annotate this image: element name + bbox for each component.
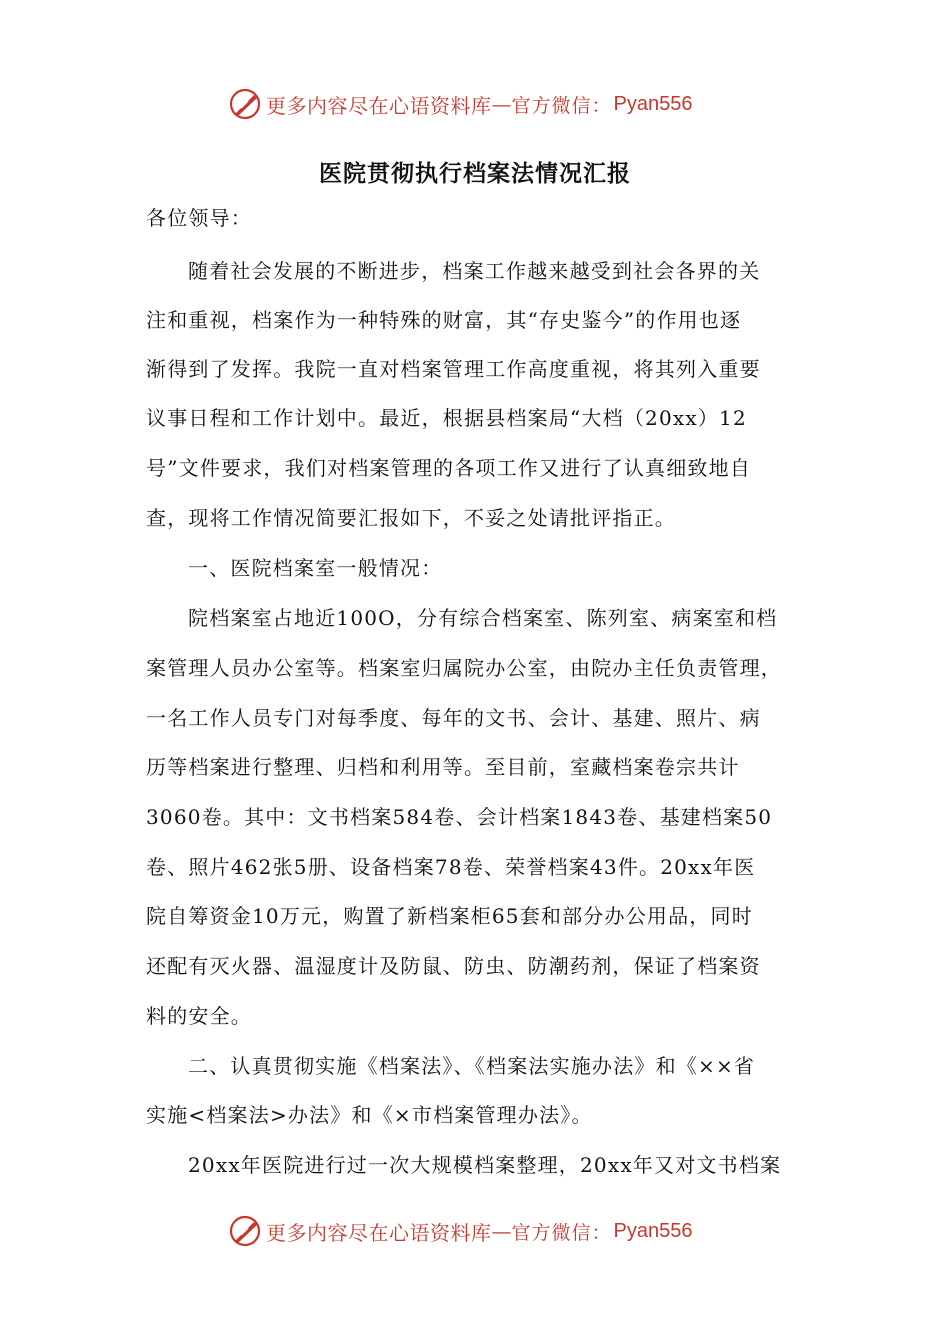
body-line: 还配有灭火器、温湿度计及防鼠、防虫、防潮药剂，保证了档案资 bbox=[146, 954, 761, 978]
banner-separator: — bbox=[491, 1219, 512, 1243]
document-title: 医院贯彻执行档案法情况汇报 bbox=[319, 161, 631, 187]
banner-wechat-label: 官方微信： bbox=[511, 1221, 612, 1244]
body-line: 实施<档案法>办法》和《×市档案管理办法》。 bbox=[146, 1103, 593, 1127]
section-heading: 一、医院档案室一般情况： bbox=[188, 556, 443, 580]
salutation: 各位领导： bbox=[146, 206, 252, 230]
body-line: 院档案室占地近100O，分有综合档案室、陈列室、病案室和档 bbox=[188, 606, 778, 630]
header-banner bbox=[228, 84, 692, 124]
body-line: 20xx年医院进行过一次大规模档案整理，20xx年又对文书档案 bbox=[188, 1153, 782, 1177]
section-heading: 二、认真贯彻实施《档案法》、《档案法实施办法》和《××省 bbox=[188, 1054, 756, 1078]
body-line: 案管理人员办公室等。档案室归属院办公室，由院办主任负责管理， bbox=[146, 656, 782, 680]
body-line: 查，现将工作情况简要汇报如下，不妥之处请批评指正。 bbox=[146, 506, 676, 530]
body-line: 3060卷。其中：文书档案584卷、会计档案1843卷、基建档案50 bbox=[146, 805, 773, 829]
body-line: 号”文件要求，我们对档案管理的各项工作又进行了认真细致地自 bbox=[146, 456, 752, 480]
quill-logo-icon bbox=[228, 1214, 262, 1248]
body-line: 院自筹资金10万元，购置了新档案柜65套和部分办公用品，同时 bbox=[146, 904, 753, 928]
body-line: 议事日程和工作计划中。最近，根据县档案局“大档（20xx）12 bbox=[146, 406, 747, 430]
body-line: 卷、照片462张5册、设备档案78卷、荣誉档案43件。20xx年医 bbox=[146, 855, 756, 879]
banner-separator: — bbox=[491, 92, 512, 116]
banner-wechat-id: Pyan556 bbox=[613, 92, 693, 115]
body-line: 料的安全。 bbox=[146, 1004, 252, 1028]
footer-banner bbox=[228, 1211, 692, 1251]
banner-brand: 更多内容尽在心语资料库 bbox=[266, 1220, 492, 1245]
body-line: 历等档案进行整理、归档和利用等。至目前，室藏档案卷宗共计 bbox=[146, 755, 740, 779]
body-line: 注和重视，档案作为一种特殊的财富，其“存史鉴今”的作用也逐 bbox=[146, 308, 742, 332]
body-line: 一名工作人员专门对每季度、每年的文书、会计、基建、照片、病 bbox=[146, 706, 761, 730]
body-line: 随着社会发展的不断进步，档案工作越来越受到社会各界的关 bbox=[188, 259, 761, 283]
banner-brand: 更多内容尽在心语资料库 bbox=[266, 93, 492, 118]
quill-logo-icon bbox=[228, 87, 262, 121]
banner-wechat-label: 官方微信： bbox=[511, 94, 612, 117]
banner-wechat-id: Pyan556 bbox=[613, 1219, 693, 1242]
body-line: 渐得到了发挥。我院一直对档案管理工作高度重视，将其列入重要 bbox=[146, 357, 761, 381]
